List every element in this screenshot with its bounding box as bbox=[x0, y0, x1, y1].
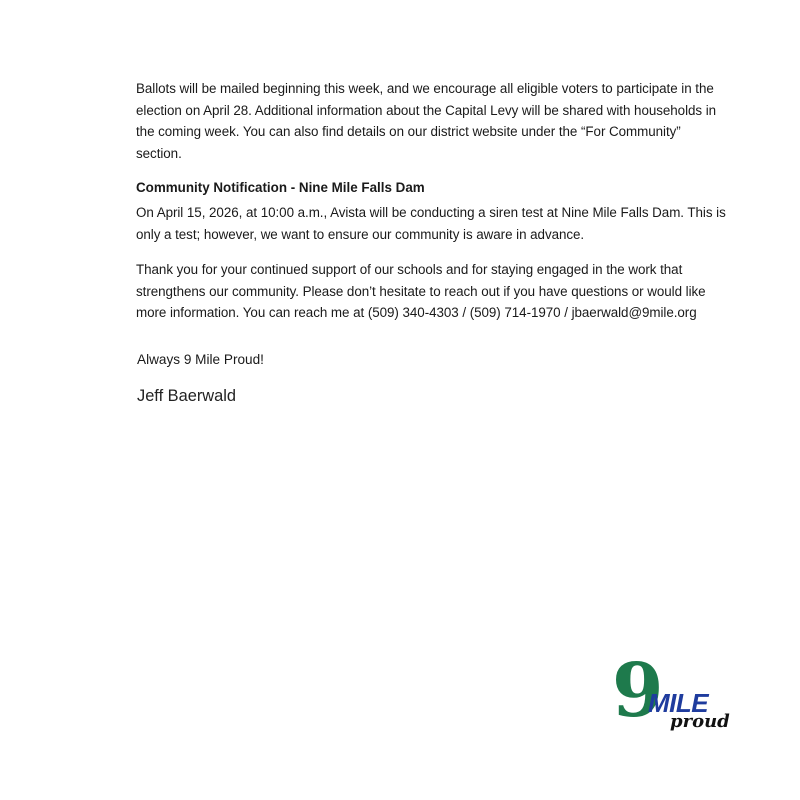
closing-line: Always 9 Mile Proud! bbox=[137, 351, 264, 367]
letter-body bbox=[136, 78, 726, 407]
logo-mile: MILE bbox=[648, 688, 709, 718]
nine-mile-proud-logo bbox=[612, 648, 730, 738]
thank-you-paragraph: Thank you for your continued support of our schools and for staying engaged in the work that strengthens our community. Please don’t hesitate to reach out if you have questions or would like more information. You can reach me at (509) 340-4303 / (509) 714-1970 / jbaerwald@9mile.org bbox=[136, 262, 706, 320]
notification-heading: Community Notification - Nine Mile Falls Dam bbox=[136, 180, 425, 195]
signature-name: Jeff Baerwald bbox=[137, 386, 237, 405]
siren-test-paragraph: On April 15, 2026, at 10:00 a.m., Avista will be conducting a siren test at Nine Mile Falls Dam. This is only a test; however, we want to ensure our community is aware in advance. bbox=[136, 205, 726, 242]
logo-nine: 9 bbox=[612, 648, 664, 734]
logo-proud: proud bbox=[670, 711, 730, 732]
ballots-paragraph: Ballots will be mailed beginning this week, and we encourage all eligible voters to participate in the election on April 28. Additional information about the Capital Levy will be shared with households in the coming week. You can also find details on our district website under the “For Community” section. bbox=[136, 81, 717, 161]
